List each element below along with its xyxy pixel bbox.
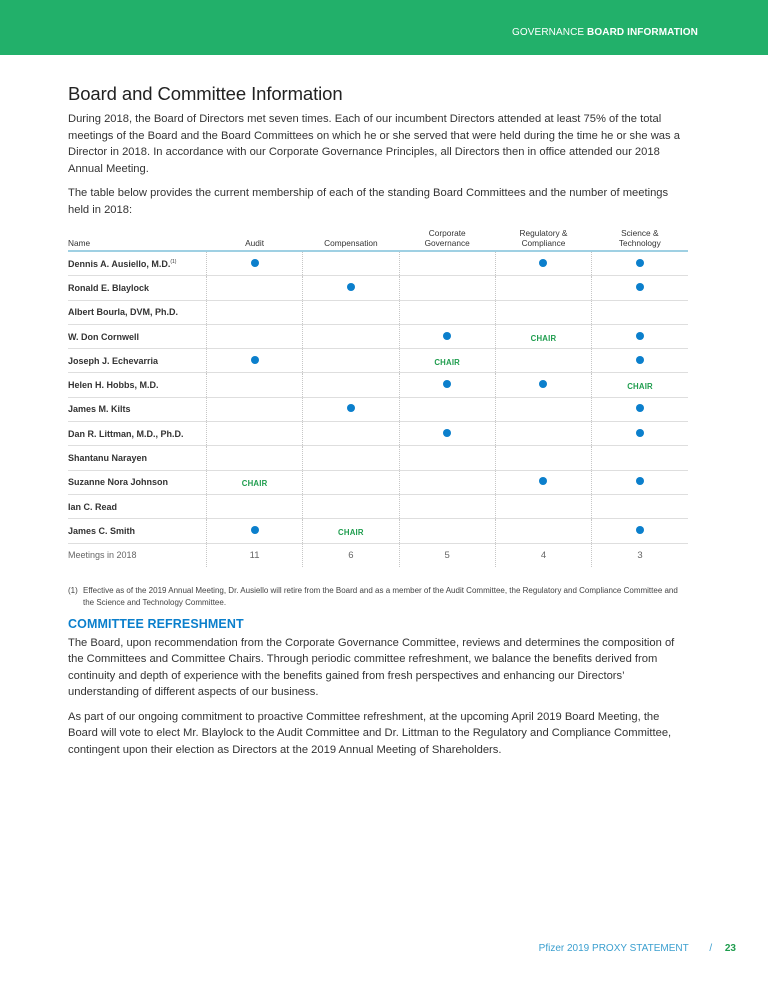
refreshment-paragraph-1: The Board, upon recommendation from the Corporate Governance Committee, reviews and determines the composition of the Committees and Committee Chairs. Through periodic committee refreshment, we balance the benefits derived from continuity and depth of experience with the benefits gained from fresh perspectives and enhancing our Directors’ understanding of different aspects of our business. <box>68 636 675 699</box>
cell-audit <box>206 251 302 276</box>
cell-audit <box>206 276 302 300</box>
cell-compensation <box>303 494 399 518</box>
table-row <box>68 397 688 421</box>
table-header-row <box>68 228 688 251</box>
member-dot-icon <box>539 259 547 267</box>
table-row <box>68 494 688 518</box>
member-dot-icon <box>251 259 259 267</box>
cell-corporate-governance <box>399 276 495 300</box>
cell-science-technology <box>592 251 688 276</box>
footnote-text: Effective as of the 2019 Annual Meeting, Dr. Ausiello will retire from the Board and as a member of the Audit Committee, the Regulatory and Compliance Committee and the Science and Technology Committee. <box>83 585 678 607</box>
member-dot-icon <box>539 477 547 485</box>
table-body <box>68 251 688 567</box>
director-name: Albert Bourla, DVM, Ph.D. <box>68 300 206 324</box>
director-name: Dennis A. Ausiello, M.D.$^{(1)}$ <box>68 251 206 276</box>
main-content <box>68 83 688 766</box>
meetings-compensation: 6 <box>303 543 399 567</box>
cell-audit <box>206 373 302 397</box>
cell-regulatory-compliance <box>495 494 591 518</box>
cell-compensation <box>303 519 399 543</box>
table-row <box>68 349 688 373</box>
director-name: Helen H. Hobbs, M.D. <box>68 373 206 397</box>
meetings-science-technology: 3 <box>592 543 688 567</box>
director-name: Dan R. Littman, M.D., Ph.D. <box>68 422 206 446</box>
director-name: Ian C. Read <box>68 494 206 518</box>
cell-compensation <box>303 300 399 324</box>
chair-badge: CHAIR <box>338 527 364 537</box>
committee-membership-table <box>68 228 688 567</box>
member-dot-icon <box>636 404 644 412</box>
cell-audit <box>206 470 302 494</box>
cell-regulatory-compliance <box>495 324 591 348</box>
footnote-reference: (1) <box>170 258 177 265</box>
chair-badge: CHAIR <box>241 479 268 489</box>
header-bar <box>0 0 768 55</box>
cell-corporate-governance <box>399 494 495 518</box>
header-regulatory-compliance: Regulatory & Compliance <box>495 228 591 251</box>
cell-compensation <box>303 422 399 446</box>
footnote <box>68 585 688 609</box>
cell-corporate-governance <box>399 397 495 421</box>
meetings-corporate-governance: 5 <box>399 543 495 567</box>
cell-compensation <box>303 470 399 494</box>
table-row <box>68 300 688 324</box>
member-dot-icon <box>251 526 259 534</box>
table-row <box>68 446 688 470</box>
cell-regulatory-compliance <box>495 251 591 276</box>
cell-corporate-governance <box>399 519 495 543</box>
director-name: Shantanu Narayen <box>68 446 206 470</box>
table-row <box>68 470 688 494</box>
cell-science-technology <box>592 276 688 300</box>
chair-badge: CHAIR <box>627 382 653 392</box>
cell-compensation <box>303 349 399 373</box>
director-name: Ronald E. Blaylock <box>68 276 206 300</box>
table-row <box>68 373 688 397</box>
header-name: Name <box>68 228 206 251</box>
cell-science-technology <box>592 422 688 446</box>
page-title: Board and Committee Information <box>68 83 343 104</box>
meetings-audit: 11 <box>206 543 302 567</box>
member-dot-icon <box>443 429 451 437</box>
member-dot-icon <box>443 332 451 340</box>
meetings-regulatory-compliance: 4 <box>495 543 591 567</box>
subsection-name: BOARD INFORMATION <box>587 27 698 38</box>
cell-corporate-governance <box>399 349 495 373</box>
header-audit: Audit <box>206 228 302 251</box>
table-row <box>68 422 688 446</box>
member-dot-icon <box>251 356 259 364</box>
member-dot-icon <box>636 332 644 340</box>
refreshment-paragraph-2: As part of our ongoing commitment to proactive Committee refreshment, at the upcoming April 2019 Board Meeting, the Board will vote to elect Mr. Blaylock to the Audit Committee and Dr. Littman to the Regulatory and Compliance Committee, contingent upon their election as Directors at the 2019 Annual Meeting of Shareholders. <box>68 710 672 756</box>
director-name: Suzanne Nora Johnson <box>68 470 206 494</box>
cell-audit <box>206 349 302 373</box>
chair-badge: CHAIR <box>530 333 557 343</box>
meetings-row <box>68 543 688 567</box>
member-dot-icon <box>443 380 451 388</box>
header-corporate-governance: Corporate Governance <box>399 228 495 251</box>
cell-regulatory-compliance <box>495 470 591 494</box>
cell-science-technology <box>592 324 688 348</box>
cell-compensation <box>303 373 399 397</box>
publication-name: Pfizer 2019 PROXY STATEMENT <box>538 943 689 954</box>
cell-regulatory-compliance <box>495 300 591 324</box>
cell-compensation <box>303 397 399 421</box>
intro-paragraph-1: During 2018, the Board of Directors met seven times. Each of our incumbent Directors attended at least 75% of the total meetings of the Board and the Board Committees on which he or she served that were held during the time he or she was a Director in 2018. In accordance with our Corporate Governance Principles, all Directors then in office attended our 2018 Annual Meeting. <box>68 113 680 175</box>
member-dot-icon <box>636 356 644 364</box>
member-dot-icon <box>636 429 644 437</box>
section-name: GOVERNANCE <box>512 27 585 38</box>
cell-science-technology <box>592 470 688 494</box>
cell-science-technology <box>592 519 688 543</box>
member-dot-icon <box>636 259 644 267</box>
table-row <box>68 251 688 276</box>
chair-badge: CHAIR <box>434 357 461 367</box>
cell-audit <box>206 300 302 324</box>
cell-regulatory-compliance <box>495 422 591 446</box>
table-row <box>68 276 688 300</box>
meetings-label: Meetings in 2018 <box>68 550 137 561</box>
member-dot-icon <box>347 404 355 412</box>
cell-regulatory-compliance <box>495 373 591 397</box>
page-footer <box>539 943 736 954</box>
cell-corporate-governance <box>399 324 495 348</box>
cell-audit <box>206 446 302 470</box>
table-row <box>68 324 688 348</box>
director-name: W. Don Cornwell <box>68 324 206 348</box>
member-dot-icon <box>636 283 644 291</box>
footer-separator: / <box>709 943 713 954</box>
cell-regulatory-compliance <box>495 276 591 300</box>
committee-refreshment-heading: COMMITTEE REFRESHMENT <box>68 616 244 631</box>
page-number: 23 <box>724 943 736 954</box>
cell-science-technology <box>592 349 688 373</box>
cell-regulatory-compliance <box>495 446 591 470</box>
cell-compensation <box>303 251 399 276</box>
cell-regulatory-compliance <box>495 519 591 543</box>
cell-audit <box>206 324 302 348</box>
member-dot-icon <box>636 477 644 485</box>
cell-audit <box>206 422 302 446</box>
cell-audit <box>206 397 302 421</box>
cell-corporate-governance <box>399 251 495 276</box>
member-dot-icon <box>636 526 644 534</box>
cell-science-technology <box>592 446 688 470</box>
cell-science-technology <box>592 373 688 397</box>
cell-audit <box>206 494 302 518</box>
cell-science-technology <box>592 494 688 518</box>
cell-corporate-governance <box>399 422 495 446</box>
director-name: Joseph J. Echevarria <box>68 349 206 373</box>
section-label <box>512 27 698 38</box>
member-dot-icon <box>347 283 355 291</box>
cell-corporate-governance <box>399 446 495 470</box>
header-science-technology: Science & Technology <box>592 228 688 251</box>
cell-corporate-governance <box>399 373 495 397</box>
cell-science-technology <box>592 300 688 324</box>
cell-compensation <box>303 324 399 348</box>
intro-paragraph-2: The table below provides the current membership of each of the standing Board Committees and the number of meetings held in 2018: <box>68 187 669 216</box>
header-compensation: Compensation <box>303 228 399 251</box>
member-dot-icon <box>539 380 547 388</box>
footnote-mark: (1) <box>68 585 78 595</box>
table-row <box>68 519 688 543</box>
cell-regulatory-compliance <box>495 349 591 373</box>
cell-compensation <box>303 276 399 300</box>
cell-audit <box>206 519 302 543</box>
cell-regulatory-compliance <box>495 397 591 421</box>
director-name: James C. Smith <box>68 519 206 543</box>
cell-compensation <box>303 446 399 470</box>
director-name: James M. Kilts <box>68 397 206 421</box>
cell-corporate-governance <box>399 470 495 494</box>
cell-science-technology <box>592 397 688 421</box>
cell-corporate-governance <box>399 300 495 324</box>
